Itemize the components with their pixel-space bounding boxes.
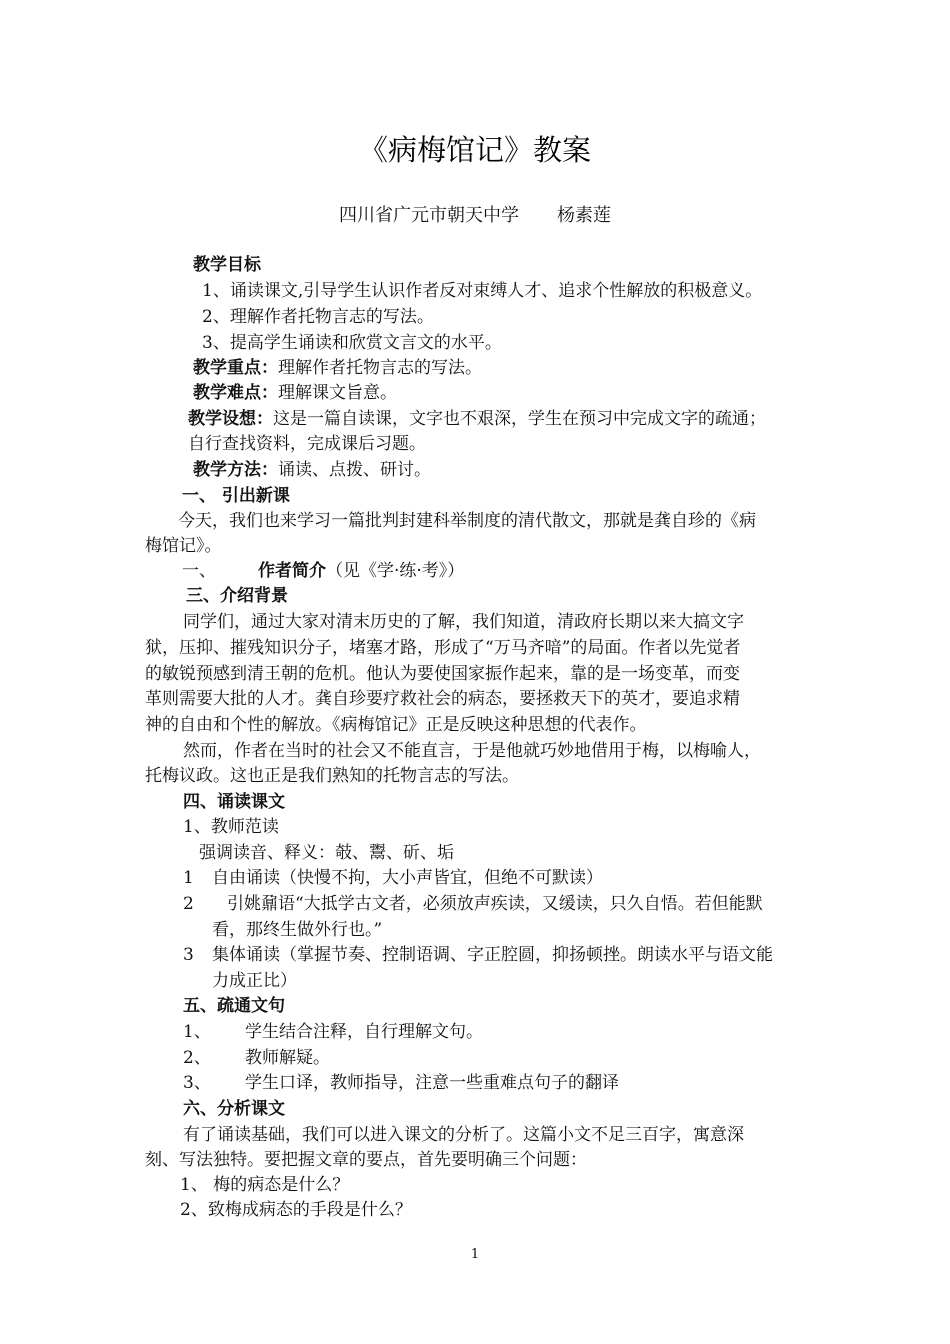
- section-5-item-1: 学生结合注释，自行理解文句。: [245, 1022, 483, 1042]
- section-3-line-3: 的敏锐预感到清王朝的危机。他认为要使国家振作起来，靠的是一场变革，而变: [145, 664, 740, 684]
- goals-heading: 教学目标: [193, 255, 261, 275]
- section-6-line-2: 刻、写法独特。要把握文章的要点，首先要明确三个问题：: [145, 1150, 587, 1170]
- section-3-line-6: 然而，作者在当时的社会又不能直言，于是他就巧妙地借用于梅，以梅喻人，: [183, 741, 761, 761]
- goal-3: 3、提高学生诵读和欣赏文言文的水平。: [202, 333, 502, 353]
- section-6-line-1: 有了诵读基础，我们可以进入课文的分析了。这篇小文不足三百字，寓意深: [183, 1125, 744, 1145]
- author-school: 四川省广元市朝天中学: [339, 205, 519, 226]
- section-3-line-4: 革则需要大批的人才。龚自珍要疗救社会的病态，要拯救天下的英才，要追求精: [145, 689, 740, 709]
- teaching-design-text-1: 这是一篇自读课，文字也不艰深，学生在预习中完成文字的疏通；: [273, 409, 766, 429]
- section-2-note: （见《学·练·考》）: [326, 561, 465, 581]
- section-4-item-1: 1、教师范读: [183, 817, 279, 837]
- section-4-item-2-number: 1: [183, 868, 194, 888]
- document-author: [0, 201, 950, 227]
- section-4-item-3-line-2: 看，那终生做外行也。”: [212, 920, 383, 940]
- author-name: 杨素莲: [557, 205, 611, 226]
- teaching-difficulty-text: 理解课文旨意。: [278, 383, 397, 403]
- section-3-line-2: 狱，压抑、摧残知识分子，堵塞才路，形成了“万马齐喑”的局面。作者以先觉者: [145, 638, 741, 658]
- section-3-line-1: 同学们，通过大家对清末历史的了解，我们知道，清政府长期以来大搞文字: [183, 612, 744, 632]
- section-4-item-1-sub: 强调读音、释义：攲、鬻、斫、垢: [199, 843, 454, 863]
- section-2-heading: [182, 558, 464, 584]
- section-5-item-1-number: 1、: [183, 1022, 211, 1042]
- teaching-method: [193, 457, 431, 483]
- teaching-key-text: 理解作者托物言志的写法。: [278, 358, 482, 378]
- section-4-item-4-line-2: 力成正比）: [212, 971, 297, 991]
- section-4-item-4-line-1: 集体诵读（掌握节奏、控制语调、字正腔圆，抑扬顿挫。朗读水平与语文能: [212, 945, 773, 965]
- teaching-design: [188, 406, 766, 432]
- teaching-key-label: 教学重点：: [193, 358, 278, 378]
- teaching-design-text-2: 自行查找资料，完成课后习题。: [188, 434, 426, 454]
- teaching-method-label: 教学方法：: [193, 460, 278, 480]
- teaching-difficulty-label: 教学难点：: [193, 383, 278, 403]
- section-5-item-3-number: 3、: [183, 1073, 211, 1093]
- section-6-heading: 六、分析课文: [183, 1099, 285, 1119]
- section-6-question-1: 1、 梅的病态是什么？: [180, 1175, 350, 1195]
- section-3-line-5: 神的自由和个性的解放。《病梅馆记》正是反映这种思想的代表作。: [145, 715, 647, 735]
- section-3-line-7: 托梅议政。这也正是我们熟知的托物言志的写法。: [145, 766, 519, 786]
- section-2-title: 作者简介: [258, 561, 326, 581]
- goal-1: 1、诵读课文,引导学生认识作者反对束缚人才、追求个性解放的积极意义。: [202, 281, 763, 301]
- section-4-item-3-line-1: 引姚鼐语“大抵学古文者，必须放声疾读，又缓读，只久自悟。若但能默: [227, 894, 763, 914]
- section-4-item-3-number: 2: [183, 894, 194, 914]
- section-1-heading: 一、 引出新课: [182, 486, 290, 506]
- section-5-item-2-number: 2、: [183, 1048, 211, 1068]
- teaching-difficulty: [193, 380, 397, 406]
- section-5-item-3: 学生口译，教师指导，注意一些重难点句子的翻译: [245, 1073, 619, 1093]
- section-4-item-2: 自由诵读（快慢不拘，大小声皆宜，但绝不可默读）: [212, 868, 603, 888]
- document-title: 《病梅馆记》教案: [358, 133, 591, 167]
- page-number: 1: [470, 1247, 480, 1262]
- section-3-heading: 三、介绍背景: [186, 586, 288, 606]
- teaching-design-label: 教学设想：: [188, 409, 273, 429]
- teaching-key: [193, 355, 482, 381]
- section-2-number: 一、: [182, 561, 216, 581]
- section-1-para-line-2: 梅馆记》。: [145, 536, 222, 556]
- goal-2: 2、理解作者托物言志的写法。: [202, 307, 434, 327]
- section-4-item-4-number: 3: [183, 945, 194, 965]
- section-6-question-2: 2、致梅成病态的手段是什么？: [180, 1200, 412, 1220]
- teaching-method-text: 诵读、点拨、研讨。: [278, 460, 431, 480]
- section-1-para-line-1: 今天，我们也来学习一篇批判封建科举制度的清代散文，那就是龚自珍的《病: [178, 511, 756, 531]
- section-4-heading: 四、诵读课文: [183, 792, 285, 812]
- section-5-item-2: 教师解疑。: [245, 1048, 330, 1068]
- section-5-heading: 五、疏通文句: [183, 996, 285, 1016]
